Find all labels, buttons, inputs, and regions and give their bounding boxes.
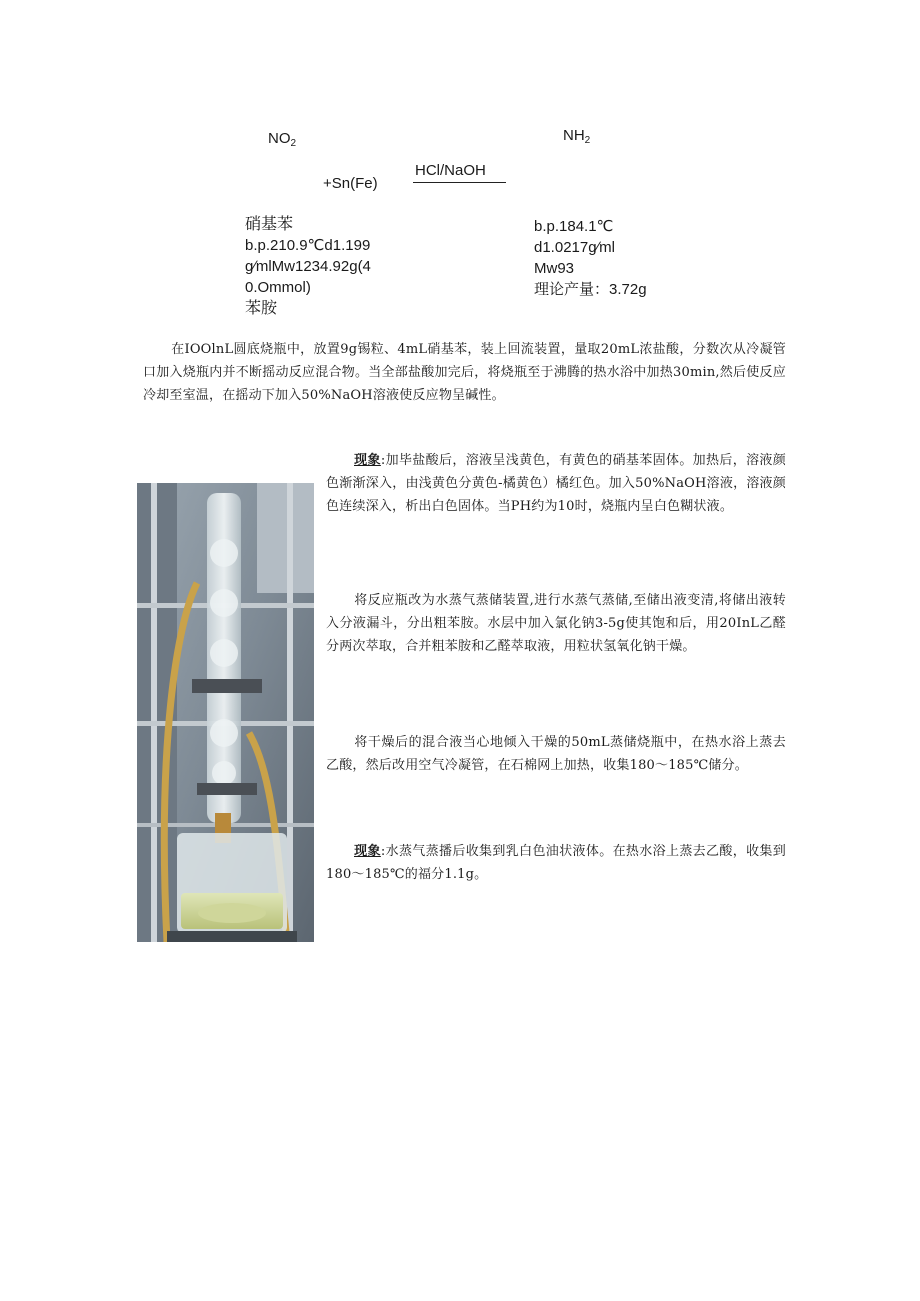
product-prop-line4: 理论产量：3.72g (534, 281, 647, 298)
observation-label-2: 现象 (354, 844, 381, 859)
procedure-paragraph-1 (143, 338, 786, 407)
reaction-reagent: +Sn(Fe) (323, 175, 378, 192)
product-formula (563, 127, 590, 146)
reactant-formula-base: NO (268, 130, 291, 147)
steam-distillation-paragraph (326, 589, 786, 658)
reactant-prop-line2: g∕mlMw1234.92g(4 (245, 258, 371, 275)
observation-paragraph-2-text: :水蒸气蒸播后收集到乳白色油状液体。在热水浴上蒸去乙酸，收集到180～185℃的福分1.1g。 (326, 844, 786, 882)
product-prop-line2: d1.0217g∕ml (534, 239, 615, 256)
reaction-arrow (413, 182, 506, 183)
apparatus-photo (137, 483, 314, 942)
observation-paragraph-1 (326, 449, 786, 518)
procedure-paragraph-1-text: 在IOOlnL圆底烧瓶中，放置9g锡粒、4mL硝基苯，装上回流装置，量取20mL浓盐酸，分数次从冷凝管口加入烧瓶内并不断摇动反应混合物。当全部盐酸加完后，将烧瓶至于沸腾的热水浴中加热30min,然后使反应冷却至室温，在摇动下加入50%NaOH溶液使反应物呈碱性。 (143, 342, 786, 403)
apparatus-photo-svg (137, 483, 314, 942)
product-formula-base: NH (563, 127, 585, 144)
observation-label-1: 现象 (354, 453, 381, 468)
product-name: 苯胺 (245, 300, 278, 317)
reaction-condition: HCl/NaOH (415, 162, 486, 179)
reactant-formula-sub: 2 (290, 138, 297, 149)
reactant-prop-line3: 0.Ommol) (245, 279, 311, 296)
product-formula-sub: 2 (584, 135, 591, 146)
product-properties (534, 216, 647, 300)
reactant-prop-line1: b.p.210.9℃d1.199 (245, 237, 371, 254)
product-prop-line3: Mw93 (534, 260, 575, 277)
observation-paragraph-2 (326, 840, 786, 886)
reactant-properties (245, 214, 371, 319)
reactant-name: 硝基苯 (245, 216, 294, 233)
product-prop-line1: b.p.184.1℃ (534, 218, 614, 235)
observation-paragraph-1-text: :加毕盐酸后，溶液呈浅黄色，有黄色的硝基苯固体。加热后，溶液颜色渐渐深入，由浅黄色分黄色-橘黄色）橘红色。加入50%NaOH溶液，溶液颜色连续深入，析出白色固体。当PH约为10时，烧瓶内呈白色糊状液。 (326, 453, 786, 514)
distillation-paragraph-text: 将干燥后的混合液当心地倾入干燥的50mL蒸储烧瓶中，在热水浴上蒸去乙酸，然后改用空气冷凝管，在石棉网上加热，收集180～185℃储分。 (326, 735, 786, 773)
reactant-formula (268, 130, 296, 149)
steam-distillation-paragraph-text: 将反应瓶改为水蒸气蒸储装置,进行水蒸气蒸储,至储出液变清,将储出液转入分液漏斗，分出粗苯胺。水层中加入氯化钠3-5g使其饱和后，用20InL乙醛分两次萃取，合并粗苯胺和乙醛萃取液，用粒状氢氧化钠干燥。 (326, 593, 786, 654)
distillation-paragraph (326, 731, 786, 777)
